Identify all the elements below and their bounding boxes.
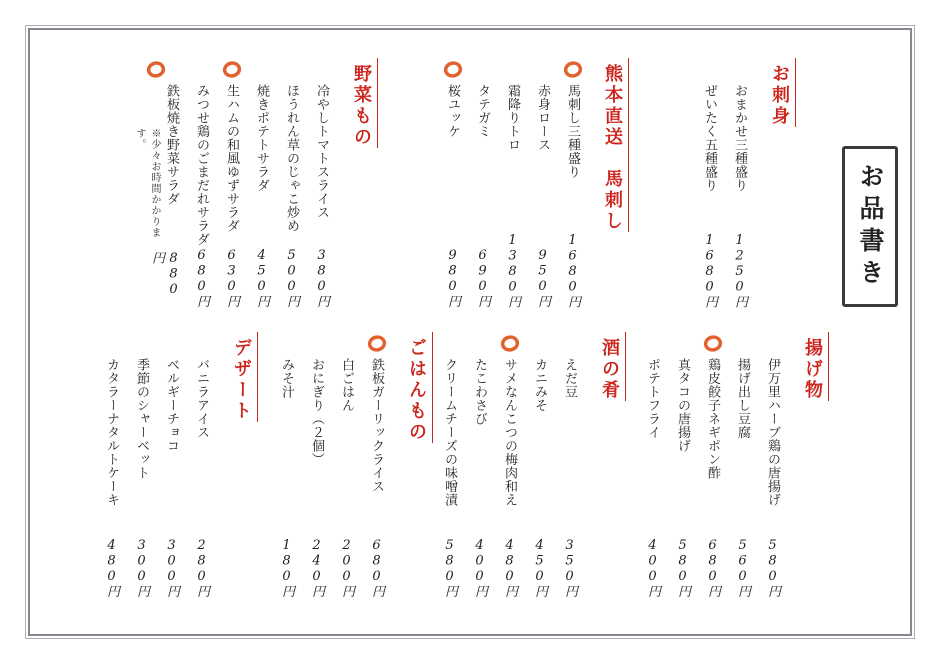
menu-item-name-wrap: [277, 332, 296, 399]
menu-item-name-wrap: [162, 332, 181, 453]
menu-item-name-wrap: [700, 58, 719, 192]
menu-item: [503, 58, 522, 308]
menu-title-box: [842, 146, 898, 307]
menu-item-price: 690円: [475, 248, 490, 308]
menu-item-price: 300円: [134, 538, 149, 598]
menu-item-price: 380円: [314, 248, 329, 308]
menu-item: [533, 58, 552, 308]
menu-item-price: 480円: [104, 538, 119, 598]
menu-item-name: バニラアイス: [194, 358, 209, 439]
menu-item-name-wrap: [703, 332, 722, 480]
menu-item-name: クリームチーズの味噌漬: [442, 358, 457, 507]
menu-item: [252, 58, 271, 308]
menu-item-name: 白ごはん: [339, 358, 354, 412]
menu-item-name-wrap: [443, 58, 462, 138]
menu-item-price: 560円: [735, 538, 750, 598]
menu-item-name-wrap: [500, 332, 519, 507]
menu-item-name: 馬刺し三種盛り: [565, 84, 580, 179]
menu-item-name: 赤身ロース: [535, 84, 550, 152]
recommended-circle-icon: [220, 58, 243, 81]
section-title-sashimi: お刺身: [766, 58, 796, 127]
menu-item-price: 240円: [309, 538, 324, 598]
menu-item: [102, 332, 121, 598]
menu-item-name-wrap: [312, 58, 331, 219]
menu-item: [192, 332, 211, 598]
recommended-circle-icon: [144, 58, 167, 81]
menu-item-name-wrap: [337, 332, 356, 412]
menu-item-price: 580円: [675, 538, 690, 598]
menu-item-price: 450円: [254, 248, 269, 308]
menu-item-name-wrap: [470, 332, 489, 426]
menu-item-price: 400円: [645, 538, 660, 598]
menu-item-price: 1680円: [565, 232, 580, 308]
menu-item-name-wrap: [222, 58, 241, 233]
menu-item-name-wrap: [733, 332, 752, 439]
menu-item: [192, 58, 211, 308]
menu-item-price: 580円: [442, 538, 457, 598]
menu-item-price: 350円: [562, 538, 577, 598]
menu-item-name: おにぎり（２個）: [309, 358, 324, 466]
recommended-circle-icon: [498, 332, 521, 355]
menu-item-name-wrap: [440, 332, 459, 507]
menu-item-price: 880円: [149, 251, 181, 298]
menu-item-name-wrap: [530, 332, 549, 412]
menu-item-price: 580円: [765, 538, 780, 598]
menu-item-name: 揚げ出し豆腐: [735, 358, 750, 439]
menu-item: [312, 58, 331, 308]
menu-item: [763, 332, 782, 598]
menu-item-price: 180円: [279, 538, 294, 598]
menu-item-price: 200円: [339, 538, 354, 598]
menu-item-name-wrap: [192, 58, 211, 246]
menu-item-name-wrap: [102, 332, 121, 507]
recommended-circle-icon: [365, 332, 388, 355]
section-gohanmono: [266, 332, 433, 598]
recommended-circle-icon: [701, 332, 724, 355]
section-basashi: [432, 58, 629, 308]
menu-item-price: 450円: [532, 538, 547, 598]
menu-item-name: 鉄板ガーリックライス: [369, 358, 384, 493]
menu-item-price: 680円: [194, 248, 209, 308]
menu-item-name: 冷やしトマトスライス: [314, 84, 329, 219]
menu-item-name: えだ豆: [562, 358, 577, 399]
menu-item: [563, 58, 582, 308]
section-title-yasaimono: 野菜もの: [348, 58, 378, 148]
menu-item-name: カタラーナタルトケーキ: [104, 358, 119, 507]
menu-item: [337, 332, 356, 598]
menu-item: [443, 58, 462, 308]
menu-item: [703, 332, 722, 598]
menu-item-name-wrap: [473, 58, 492, 138]
menu-item: [132, 332, 151, 598]
menu-item: [733, 332, 752, 598]
menu-item: [222, 58, 241, 308]
menu-item-name: サメなんこつの梅肉和え: [502, 358, 517, 507]
menu-item-name-wrap: [533, 58, 552, 152]
menu-item-name: 鉄板焼き野菜サラダ: [164, 84, 179, 206]
menu-item-price: 680円: [369, 538, 384, 598]
menu-item-name-wrap: [643, 332, 662, 439]
menu-item-name: 焼きポテトサラダ: [254, 84, 269, 192]
menu-item-price: 400円: [472, 538, 487, 598]
menu-item-note: ※少々お時間かかります。: [134, 128, 160, 238]
menu-title: お品書き: [856, 162, 885, 291]
menu-item-name: 桜ユッケ: [445, 84, 460, 138]
menu-item-price: 680円: [705, 538, 720, 598]
menu-item: [277, 332, 296, 598]
menu-item: [440, 332, 459, 598]
menu-item: [500, 332, 519, 598]
menu-item-name: ベルギーチョコ: [164, 358, 179, 453]
section-title-sake-no-sakana: 酒の肴: [596, 332, 626, 401]
menu-item-price: 280円: [194, 538, 209, 598]
menu-item-price: 500円: [284, 248, 299, 308]
menu-item-price: 300円: [164, 538, 179, 598]
menu-item-price: 950円: [535, 248, 550, 308]
menu-item: [530, 332, 549, 598]
recommended-circle-icon: [561, 58, 584, 81]
menu-item-name: 鶏皮餃子ネギポン酢: [705, 358, 720, 480]
menu-item-name-wrap: [560, 332, 579, 399]
menu-item: [560, 332, 579, 598]
menu-item-price: 480円: [502, 538, 517, 598]
section-title-gohanmono: ごはんもの: [403, 332, 433, 443]
menu-item-name: 真タコの唐揚げ: [675, 358, 690, 453]
menu-item: [162, 332, 181, 598]
section-sashimi: [689, 58, 796, 308]
menu-item-name-wrap: [563, 58, 582, 179]
menu-item: [130, 58, 181, 308]
menu-item-name-wrap: [252, 58, 271, 192]
menu-item-name-wrap: [763, 332, 782, 507]
section-title-dessert: デザート: [228, 332, 258, 422]
menu-item-name-wrap: [282, 58, 301, 233]
menu-item-name: カニみそ: [532, 358, 547, 412]
menu-item: [470, 332, 489, 598]
menu-item: [643, 332, 662, 598]
section-yasaimono: [119, 58, 378, 308]
menu-item-name: タテガミ: [475, 84, 490, 138]
menu-item-price: 1250円: [732, 232, 747, 308]
section-title-basashi: 熊本直送 馬刺し: [599, 58, 629, 232]
section-title-agemono: 揚げ物: [799, 332, 829, 401]
menu-item-name: 伊万里ハーブ鶏の唐揚げ: [765, 358, 780, 507]
menu-item-name-wrap: [673, 332, 692, 453]
menu-item: [700, 58, 719, 308]
menu-item-price: 1680円: [702, 232, 717, 308]
menu-item-name: たこわさび: [472, 358, 487, 426]
menu-item-name: 季節のシャーベット: [134, 358, 149, 480]
menu-item: [473, 58, 492, 308]
menu-item: [282, 58, 301, 308]
menu-item-name-wrap: [130, 58, 181, 251]
menu-item-name: ほうれん草のじゃこ炒め: [284, 84, 299, 233]
menu-item-name: ポテトフライ: [645, 358, 660, 439]
menu-item-name: ぜいたく五種盛り: [702, 84, 717, 192]
menu-item: [730, 58, 749, 308]
recommended-circle-icon: [441, 58, 464, 81]
menu-item-name: おまかせ三種盛り: [732, 84, 747, 192]
menu-item: [673, 332, 692, 598]
menu-item: [367, 332, 386, 598]
section-sake-no-sakana: [429, 332, 626, 598]
section-dessert: [91, 332, 258, 598]
menu-item-name-wrap: [503, 58, 522, 152]
section-agemono: [632, 332, 829, 598]
menu-item-name-wrap: [192, 332, 211, 439]
menu-item-name: 生ハムの和風ゆずサラダ: [224, 84, 239, 233]
menu-item-name-wrap: [730, 58, 749, 192]
menu-item-name: 霜降りトロ: [505, 84, 520, 152]
menu-item-price: 980円: [445, 248, 460, 308]
menu-item-name: みつせ鶏のごまだれサラダ: [194, 84, 209, 246]
menu-item-name-wrap: [367, 332, 386, 493]
menu-item: [307, 332, 326, 598]
menu-item-name-wrap: [132, 332, 151, 480]
menu-item-name: みそ汁: [279, 358, 294, 399]
menu-item-price: 1380円: [505, 232, 520, 308]
menu-item-name-wrap: [307, 332, 326, 466]
menu-item-price: 630円: [224, 248, 239, 308]
